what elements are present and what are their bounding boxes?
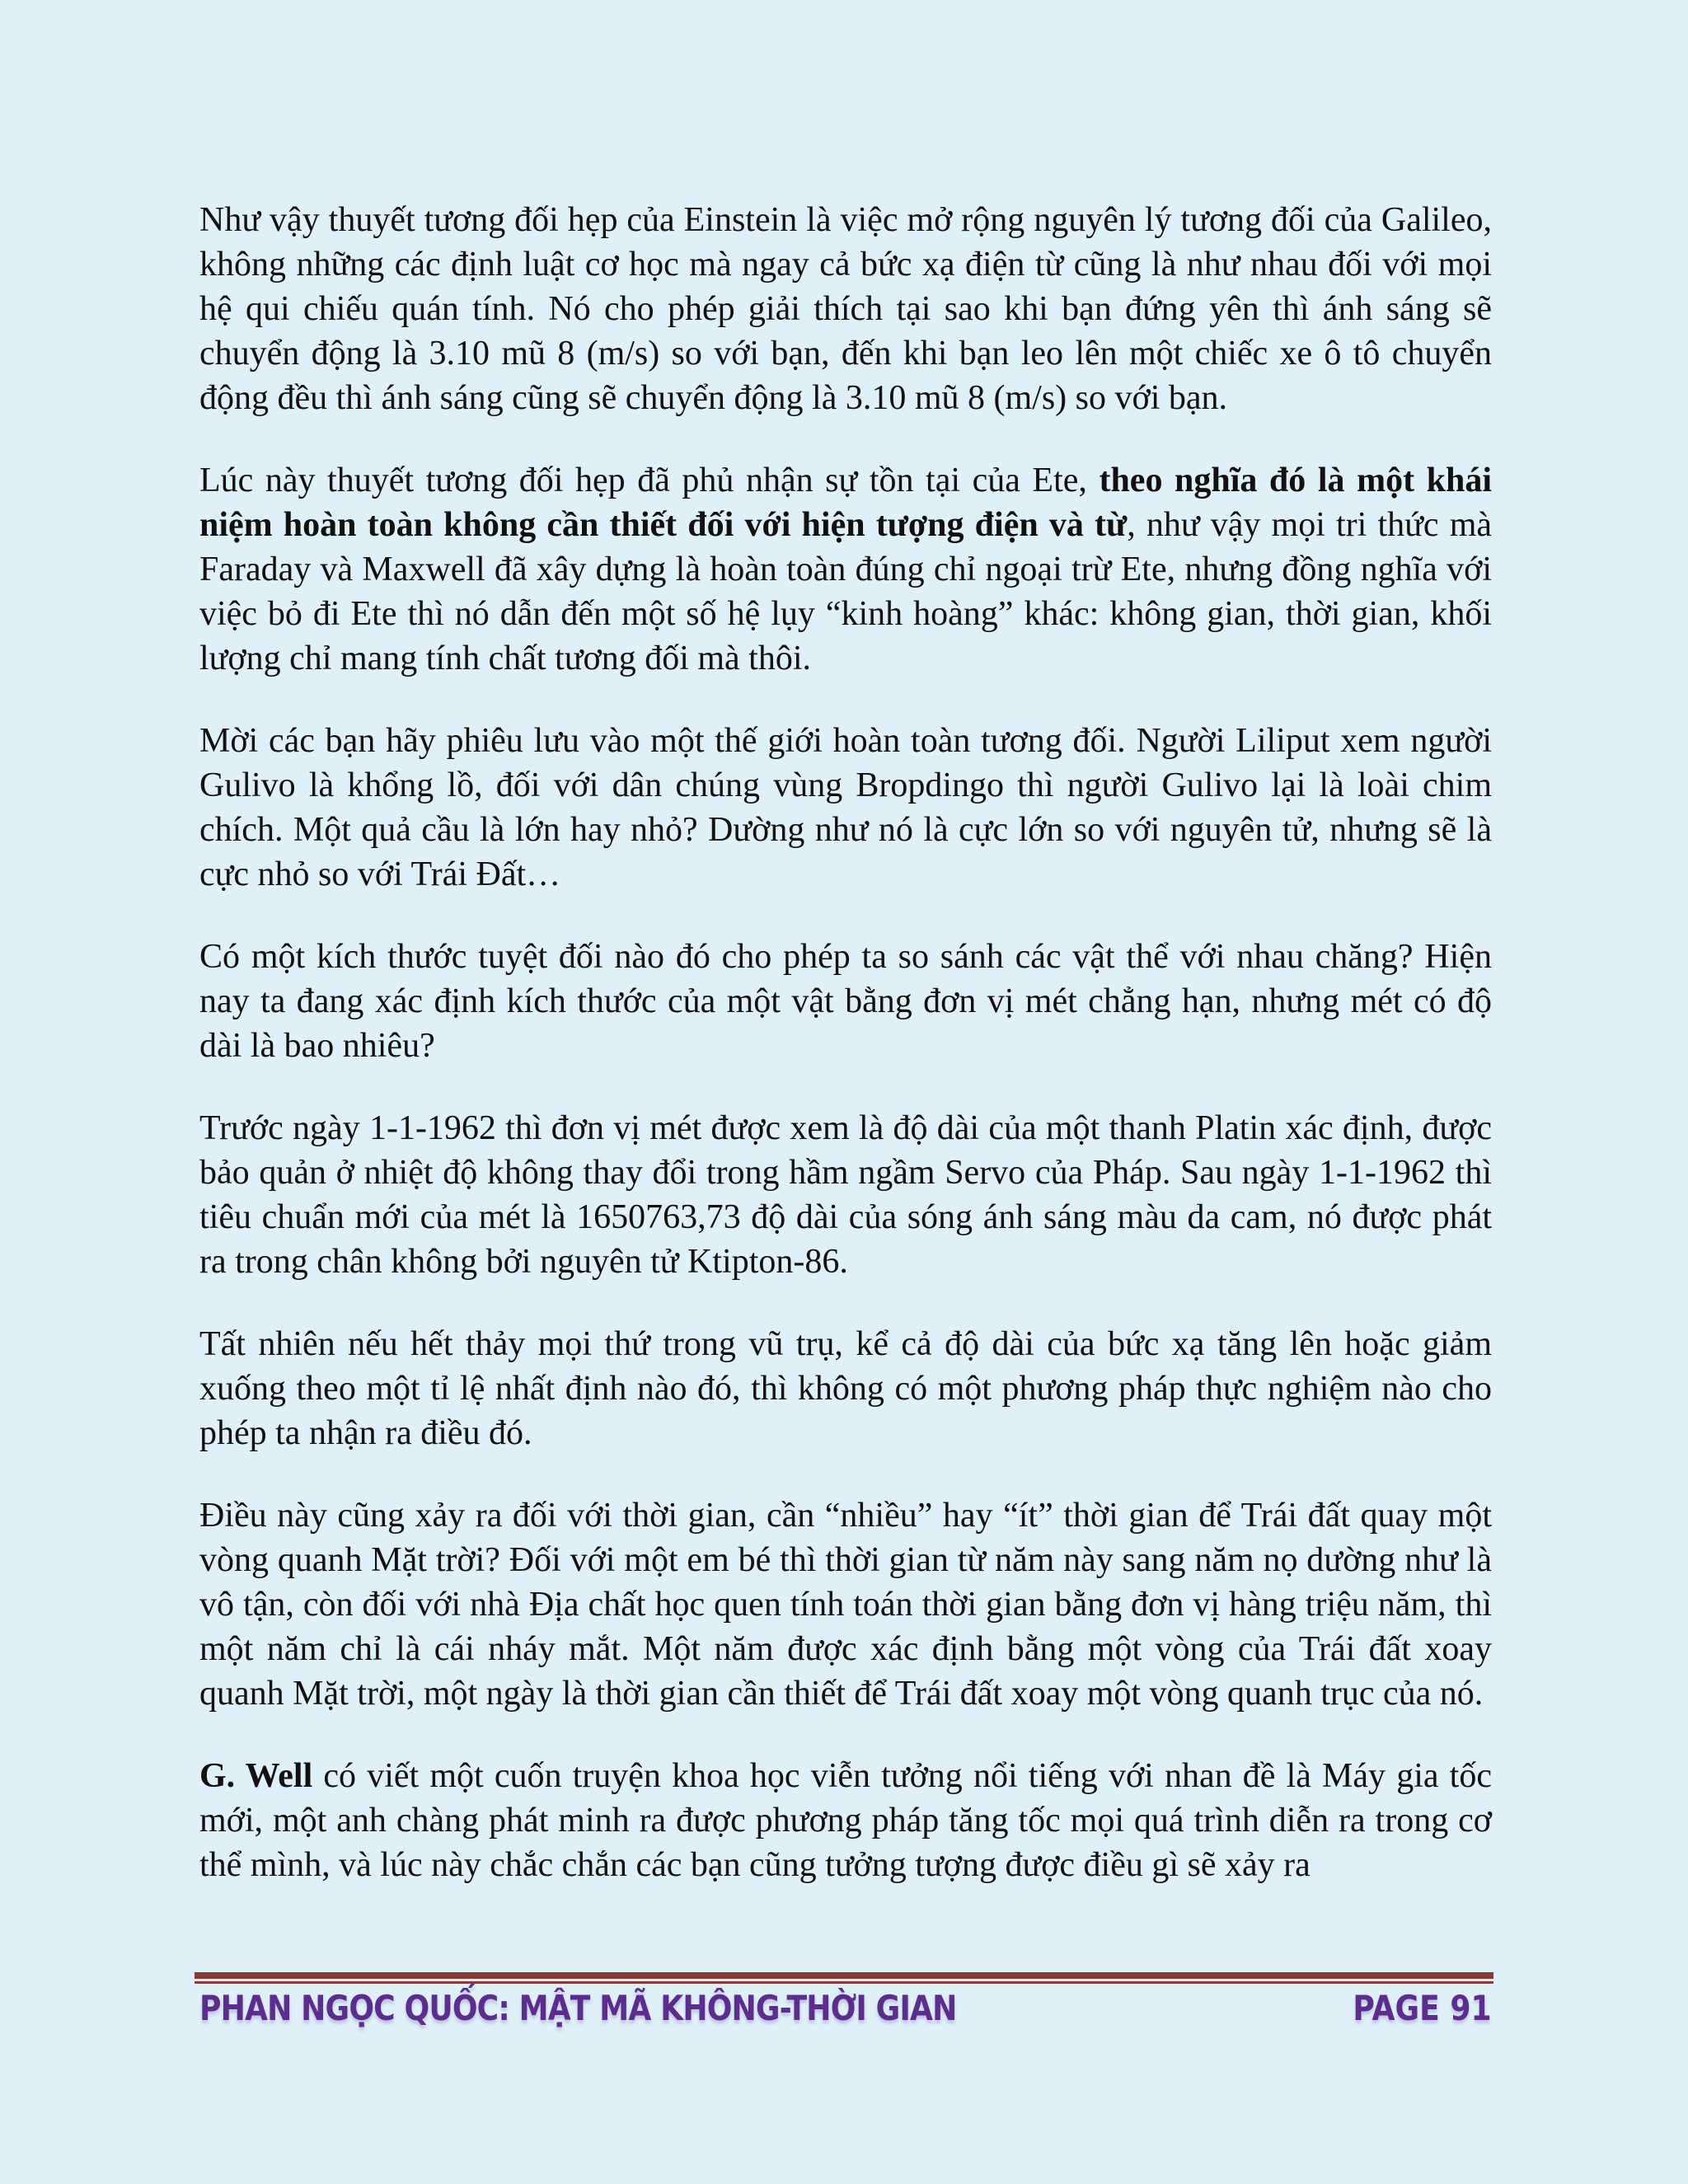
paragraph-8-bold-author: G. Well [199, 1757, 313, 1795]
footer-page-number: PAGE 91 [1353, 1988, 1492, 2028]
footer-divider-thick-line [195, 1972, 1493, 1979]
page-footer [199, 1988, 1492, 2046]
footer-book-title: PHAN NGỌC QUỐC: MẬT MÃ KHÔNG-THỜI GIAN [199, 1988, 957, 2028]
paragraph-1: Như vậy thuyết tương đối hẹp của Einstein là việc mở rộng nguyên lý tương đối của Galileo, không những các định luật cơ học mà ngay cả bức xạ điện từ cũng là như nhau đối với mọi hệ qui chiếu quán tính. Nó cho phép giải thích tại sao khi bạn đứng yên thì ánh sáng sẽ chuyển động là 3.10 mũ 8 (m/s) so với bạn, đến khi bạn leo lên một chiếc xe ô tô chuyển động đều thì ánh sáng cũng sẽ chuyển động là 3.10 mũ 8 (m/s) so với bạn. [199, 201, 1492, 417]
paragraph-2-text-before: Lúc này thuyết tương đối hẹp đã phủ nhận sự tồn tại của Ete, [199, 462, 1100, 499]
paragraph-7: Điều này cũng xảy ra đối với thời gian, cần “nhiều” hay “ít” thời gian để Trái đất quay một vòng quanh Mặt trời? Đối với một em bé thì thời gian từ năm này sang năm nọ dường như là vô tận, còn đối với nhà Địa chất học quen tính toán thời gian bằng đơn vị hàng triệu năm, thì một năm chỉ là cái nháy mắt. Một năm được xác định bằng một vòng của Trái đất xoay quanh Mặt trời, một ngày là thời gian cần thiết để Trái đất xoay một vòng quanh trục của nó. [199, 1497, 1492, 1713]
page-body [199, 198, 1492, 1925]
footer-divider [195, 1972, 1493, 1985]
paragraph-8 [199, 1754, 1492, 1887]
paragraph-4: Có một kích thước tuyệt đối nào đó cho phép ta so sánh các vật thể với nhau chăng? Hiện nay ta đang xác định kích thước của một vật bằng đơn vị mét chẳng hạn, nhưng mét có độ dài là bao nhiêu? [199, 938, 1492, 1065]
paragraph-2-text-after: , như vậy mọi tri thức mà Faraday và Maxwell đã xây dựng là hoàn toàn đúng chỉ ngoại trừ Ete, nhưng đồng nghĩa với việc bỏ đi Ete thì nó dẫn đến một số hệ lụy “kinh hoàng” khác: không gian, thời gian, khối lượng chỉ mang tính chất tương đối mà thôi. [199, 506, 1493, 677]
paragraph-6: Tất nhiên nếu hết thảy mọi thứ trong vũ trụ, kể cả độ dài của bức xạ tăng lên hoặc giảm xuống theo một tỉ lệ nhất định nào đó, thì không có một phương pháp thực nghiệm nào cho phép ta nhận ra điều đó. [199, 1325, 1492, 1452]
paragraph-8-text-after: có viết một cuốn truyện khoa học viễn tưởng nổi tiếng với nhan đề là Máy gia tốc mới, một anh chàng phát minh ra được phương pháp tăng tốc mọi quá trình diễn ra trong cơ thể mình, và lúc này chắc chắn các bạn cũng tưởng tượng được điều gì sẽ xảy ra [199, 1757, 1492, 1884]
paragraph-2 [199, 458, 1492, 681]
paragraph-3: Mời các bạn hãy phiêu lưu vào một thế giới hoàn toàn tương đối. Người Liliput xem người Gulivo là khổng lồ, đối với dân chúng vùng Bropdingo thì người Gulivo lại là loài chim chích. Một quả cầu là lớn hay nhỏ? Dường như nó là cực lớn so với nguyên tử, nhưng sẽ là cực nhỏ so với Trái Đất… [199, 722, 1492, 893]
paragraph-2-bold-text: theo nghĩa đó là một khái niệm hoàn toàn không cần thiết đối với hiện tượng điện và từ [199, 462, 1492, 544]
paragraph-5: Trước ngày 1-1-1962 thì đơn vị mét được xem là độ dài của một thanh Platin xác định, được bảo quản ở nhiệt độ không thay đổi trong hầm ngầm Servo của Pháp. Sau ngày 1-1-1962 thì tiêu chuẩn mới của mét là 1650763,73 độ dài của sóng ánh sáng màu da cam, nó được phát ra trong chân không bởi nguyên tử Ktipton-86. [199, 1109, 1492, 1281]
footer-divider-thin-line [195, 1981, 1493, 1984]
